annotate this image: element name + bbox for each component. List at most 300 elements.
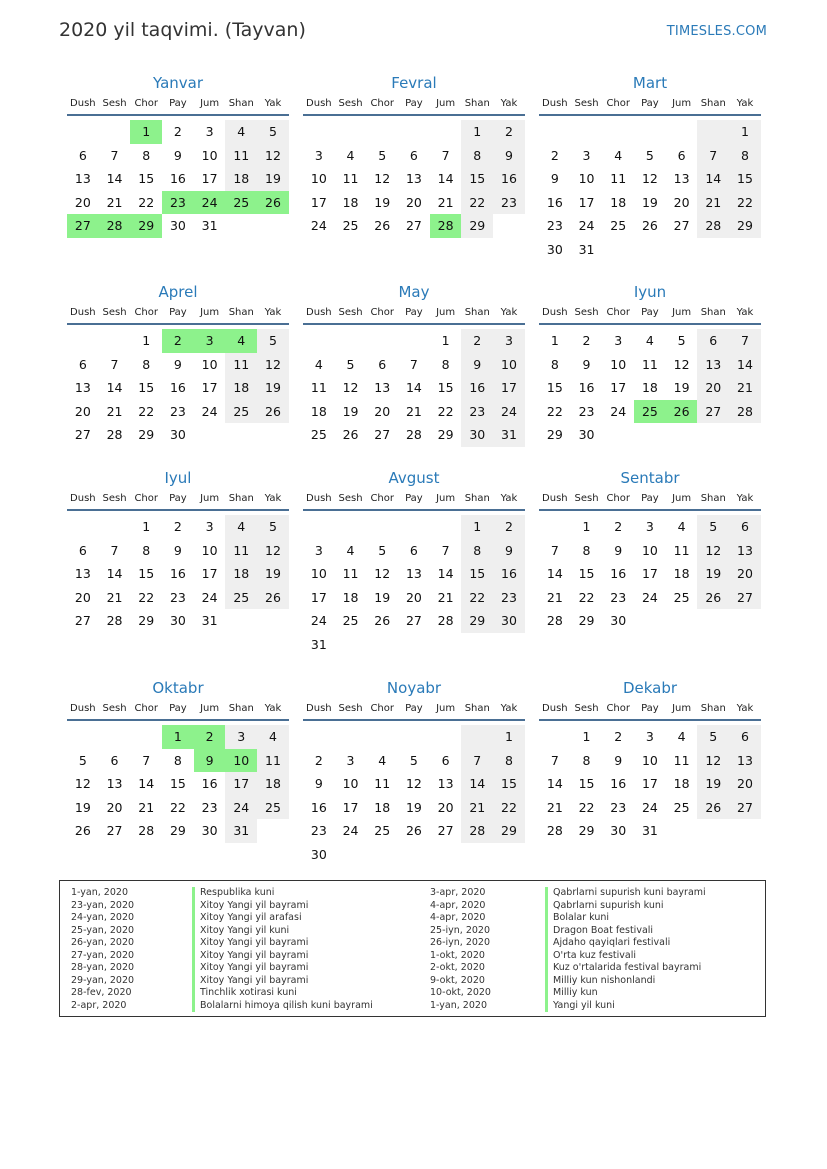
weekday-label: Yak — [264, 703, 282, 714]
day-cell: 20 — [729, 772, 761, 796]
day-cell: 11 — [342, 171, 359, 187]
day-cell: 17 — [641, 776, 658, 792]
day-cell: 23 — [493, 586, 525, 610]
day-cell: 26 — [257, 191, 289, 215]
day-cell: 14 — [106, 171, 123, 187]
day-cell: 14 — [461, 772, 493, 796]
holiday-name: Xitoy Yangi yil bayrami — [192, 900, 373, 913]
day-cell: 7 — [550, 542, 559, 558]
empty-cell — [666, 238, 698, 262]
holiday-name: Qabrlarni supurish kuni bayrami — [545, 887, 706, 900]
empty-cell — [430, 725, 462, 749]
week-row — [67, 167, 289, 191]
day-cell: 1 — [461, 515, 493, 539]
empty-cell — [666, 609, 698, 633]
holiday-name: Ajdaho qayiqlari festivali — [545, 937, 706, 950]
week-row — [303, 144, 525, 168]
day-cell: 31 — [641, 823, 658, 839]
day-cell: 5 — [697, 725, 729, 749]
empty-cell — [697, 238, 729, 262]
day-cell: 8 — [582, 542, 591, 558]
day-cell: 18 — [610, 194, 627, 210]
day-cell: 14 — [729, 353, 761, 377]
empty-cell — [398, 725, 430, 749]
day-cell: 12 — [374, 171, 391, 187]
day-cell: 5 — [257, 329, 289, 353]
week-row — [67, 749, 289, 773]
day-cell: 25 — [225, 586, 257, 610]
day-cell: 2 — [162, 329, 194, 353]
day-cell: 28 — [99, 214, 131, 238]
day-cell: 16 — [493, 562, 525, 586]
day-cell: 13 — [74, 171, 91, 187]
day-cell: 12 — [374, 566, 391, 582]
month-noyabr — [303, 677, 525, 867]
empty-cell — [602, 120, 634, 144]
day-cell: 3 — [314, 147, 323, 163]
empty-cell — [303, 329, 335, 353]
day-cell: 12 — [673, 356, 690, 372]
day-cell: 1 — [461, 120, 493, 144]
day-cell: 5 — [378, 542, 387, 558]
day-cell: 1 — [142, 519, 151, 534]
empty-cell — [634, 238, 666, 262]
day-cell: 8 — [550, 356, 559, 372]
week-row — [67, 376, 289, 400]
month-iyun — [539, 281, 761, 447]
day-cell: 6 — [409, 542, 418, 558]
empty-cell — [666, 120, 698, 144]
day-cell: 23 — [610, 799, 627, 815]
day-cell: 22 — [493, 796, 525, 820]
month-name: Mart — [632, 74, 668, 92]
day-cell: 20 — [74, 194, 91, 210]
weekday-label: Sesh — [102, 307, 127, 318]
day-cell: 24 — [310, 218, 327, 234]
day-cell: 6 — [729, 515, 761, 539]
holiday-date: 1-yan, 2020 — [430, 999, 487, 1011]
empty-cell — [225, 214, 257, 238]
empty-cell — [366, 515, 398, 539]
weekday-label: Chor — [606, 493, 630, 504]
site-link[interactable]: TIMESLES.COM — [666, 24, 767, 39]
day-cell: 29 — [578, 823, 595, 839]
day-cell: 30 — [610, 613, 627, 629]
weekday-label: Sesh — [102, 703, 127, 714]
day-cell: 23 — [546, 218, 563, 234]
day-cell: 11 — [641, 356, 658, 372]
page-title: 2020 yil taqvimi. (Tayvan) — [59, 19, 306, 41]
day-cell: 1 — [582, 729, 591, 744]
empty-cell — [634, 120, 666, 144]
day-cell: 15 — [138, 380, 155, 396]
day-cell: 18 — [673, 566, 690, 582]
weekday-label: Chor — [606, 703, 630, 714]
day-cell: 9 — [582, 356, 591, 372]
holiday-date: 28-yan, 2020 — [71, 962, 135, 973]
day-cell: 31 — [201, 218, 218, 234]
empty-cell — [729, 609, 761, 633]
week-row — [303, 353, 525, 377]
holiday-list — [59, 880, 766, 1017]
week-row — [67, 772, 289, 796]
weekday-label: Dush — [70, 307, 96, 318]
weekday-label: Yak — [500, 703, 518, 714]
day-cell: 29 — [546, 427, 563, 443]
day-cell: 4 — [225, 329, 257, 353]
day-cell: 25 — [610, 218, 627, 234]
empty-cell — [666, 423, 698, 447]
day-cell: 21 — [729, 376, 761, 400]
day-cell: 4 — [346, 542, 355, 558]
empty-cell — [493, 843, 525, 867]
day-cell: 11 — [257, 749, 289, 773]
day-cell: 1 — [162, 725, 194, 749]
day-cell: 14 — [106, 380, 123, 396]
month-name: Dekabr — [622, 679, 678, 697]
day-cell: 20 — [673, 194, 690, 210]
day-cell: 24 — [201, 403, 218, 419]
empty-cell — [67, 329, 99, 353]
empty-cell — [430, 515, 462, 539]
day-cell: 29 — [130, 214, 162, 238]
weekday-label: Chor — [134, 493, 158, 504]
day-cell: 12 — [697, 749, 729, 773]
day-cell: 16 — [610, 566, 627, 582]
day-cell: 27 — [729, 796, 761, 820]
empty-cell — [303, 725, 335, 749]
day-cell: 1 — [142, 333, 151, 348]
weekday-header — [539, 303, 761, 325]
day-cell: 12 — [342, 380, 359, 396]
empty-cell — [366, 329, 398, 353]
day-cell: 7 — [409, 356, 418, 372]
day-cell: 1 — [729, 120, 761, 144]
week-row — [303, 167, 525, 191]
day-cell: 28 — [729, 400, 761, 424]
day-cell: 23 — [169, 589, 186, 605]
day-cell: 19 — [74, 799, 91, 815]
day-cell: 3 — [225, 725, 257, 749]
week-row — [67, 819, 289, 843]
holiday-date: 10-okt, 2020 — [430, 987, 491, 998]
day-cell: 2 — [461, 329, 493, 353]
month-name: Iyul — [164, 469, 192, 487]
weekday-label: Jum — [672, 493, 692, 504]
weekday-label: Sesh — [102, 98, 127, 109]
month-sentabr — [539, 467, 761, 633]
weekday-label: Jum — [436, 493, 456, 504]
week-row — [303, 609, 525, 633]
day-cell: 12 — [74, 776, 91, 792]
day-cell: 27 — [106, 823, 123, 839]
month-name: Oktabr — [152, 679, 204, 697]
day-cell: 25 — [374, 823, 391, 839]
weekday-label: Chor — [370, 703, 394, 714]
day-cell: 19 — [697, 772, 729, 796]
day-cell: 15 — [461, 562, 493, 586]
day-cell: 20 — [405, 194, 422, 210]
day-cell: 5 — [257, 515, 289, 539]
day-cell: 27 — [405, 613, 422, 629]
holiday-name: Xitoy Yangi yil bayrami — [192, 975, 373, 988]
day-cell: 12 — [257, 144, 289, 168]
weekday-label: Jum — [200, 703, 220, 714]
day-cell: 29 — [461, 609, 493, 633]
day-cell: 9 — [614, 542, 623, 558]
day-cell: 18 — [225, 167, 257, 191]
day-cell: 3 — [205, 519, 214, 534]
day-cell: 23 — [169, 403, 186, 419]
empty-cell — [335, 329, 367, 353]
day-cell: 2 — [550, 147, 559, 163]
week-row — [303, 633, 525, 657]
day-cell: 6 — [409, 147, 418, 163]
empty-cell — [430, 633, 462, 657]
holiday-date: 26-yan, 2020 — [71, 937, 135, 948]
month-name: Iyun — [633, 283, 667, 301]
day-cell: 14 — [697, 167, 729, 191]
day-cell: 3 — [645, 519, 654, 534]
day-cell: 11 — [610, 171, 627, 187]
empty-cell — [335, 843, 367, 867]
holiday-dates-column — [71, 887, 134, 1012]
weekday-label: Sesh — [338, 703, 363, 714]
holiday-date: 3-apr, 2020 — [430, 887, 486, 898]
day-cell: 18 — [257, 772, 289, 796]
weekday-header — [303, 94, 525, 116]
day-cell: 21 — [546, 589, 563, 605]
empty-cell — [303, 515, 335, 539]
weekday-label: Jum — [436, 703, 456, 714]
day-cell: 23 — [610, 589, 627, 605]
day-cell: 1 — [130, 120, 162, 144]
day-cell: 13 — [729, 749, 761, 773]
empty-cell — [67, 515, 99, 539]
week-row — [303, 772, 525, 796]
day-cell: 20 — [405, 589, 422, 605]
day-cell: 20 — [374, 403, 391, 419]
weekday-header — [67, 303, 289, 325]
day-cell: 11 — [310, 380, 327, 396]
empty-cell — [257, 609, 289, 633]
day-cell: 25 — [310, 427, 327, 443]
day-cell: 17 — [578, 194, 595, 210]
day-cell: 3 — [645, 729, 654, 744]
month-yanvar — [67, 72, 289, 238]
day-cell: 16 — [201, 776, 218, 792]
empty-cell — [461, 843, 493, 867]
weekday-label: Sesh — [574, 98, 599, 109]
day-cell: 9 — [461, 353, 493, 377]
day-cell: 24 — [194, 191, 226, 215]
day-cell: 1 — [441, 333, 450, 348]
day-cell: 14 — [138, 776, 155, 792]
day-cell: 8 — [582, 752, 591, 768]
day-cell: 4 — [225, 515, 257, 539]
day-cell: 9 — [614, 752, 623, 768]
week-row — [303, 843, 525, 867]
day-cell: 12 — [257, 539, 289, 563]
day-cell: 15 — [461, 167, 493, 191]
week-row — [303, 819, 525, 843]
day-cell: 30 — [169, 613, 186, 629]
day-cell: 29 — [729, 214, 761, 238]
weekday-label: Sesh — [338, 307, 363, 318]
weekday-label: Dush — [542, 98, 568, 109]
week-row — [539, 725, 761, 749]
month-name: May — [398, 283, 430, 301]
weekday-label: Yak — [736, 703, 754, 714]
day-cell: 30 — [201, 823, 218, 839]
day-cell: 14 — [106, 566, 123, 582]
weekday-label: Jum — [436, 307, 456, 318]
day-cell: 4 — [614, 147, 623, 163]
day-cell: 8 — [142, 147, 151, 163]
day-cell: 20 — [74, 403, 91, 419]
week-row — [539, 144, 761, 168]
day-cell: 19 — [673, 380, 690, 396]
day-cell: 26 — [74, 823, 91, 839]
day-cell: 22 — [461, 586, 493, 610]
day-cell: 7 — [729, 329, 761, 353]
empty-cell — [335, 633, 367, 657]
week-row — [303, 423, 525, 447]
day-cell: 26 — [257, 400, 289, 424]
weekday-label: Dush — [306, 98, 332, 109]
day-cell: 5 — [257, 120, 289, 144]
day-cell: 6 — [110, 752, 119, 768]
day-cell: 30 — [169, 427, 186, 443]
day-cell: 1 — [493, 725, 525, 749]
day-cell: 3 — [314, 542, 323, 558]
empty-cell — [335, 120, 367, 144]
day-cell: 9 — [493, 539, 525, 563]
day-cell: 24 — [310, 613, 327, 629]
day-cell: 2 — [582, 333, 591, 348]
day-cell: 28 — [106, 427, 123, 443]
weekday-label: Yak — [736, 98, 754, 109]
day-cell: 15 — [138, 566, 155, 582]
day-cell: 3 — [582, 147, 591, 163]
day-cell: 9 — [173, 542, 182, 558]
week-row — [303, 586, 525, 610]
weekday-label: Dush — [306, 307, 332, 318]
day-cell: 26 — [697, 796, 729, 820]
weekday-label: Dush — [70, 703, 96, 714]
day-cell: 1 — [582, 519, 591, 534]
weekday-label: Jum — [672, 307, 692, 318]
day-cell: 7 — [110, 356, 119, 372]
day-cell: 15 — [578, 566, 595, 582]
week-row — [67, 539, 289, 563]
day-cell: 3 — [205, 124, 214, 139]
day-cell: 4 — [677, 729, 686, 744]
day-cell: 9 — [173, 147, 182, 163]
day-cell: 27 — [74, 613, 91, 629]
holiday-name: Bolalar kuni — [545, 912, 706, 925]
empty-cell — [697, 609, 729, 633]
day-cell: 11 — [342, 566, 359, 582]
weekday-label: Yak — [500, 493, 518, 504]
day-cell: 7 — [110, 542, 119, 558]
day-cell: 15 — [546, 380, 563, 396]
week-row — [303, 120, 525, 144]
week-row — [539, 539, 761, 563]
day-cell: 6 — [677, 147, 686, 163]
day-cell: 5 — [697, 515, 729, 539]
day-cell: 5 — [409, 752, 418, 768]
weekday-label: Pay — [641, 493, 659, 504]
day-cell: 22 — [461, 191, 493, 215]
day-cell: 26 — [374, 218, 391, 234]
day-cell: 19 — [374, 194, 391, 210]
day-cell: 16 — [493, 167, 525, 191]
weekday-label: Dush — [306, 493, 332, 504]
empty-cell — [130, 725, 162, 749]
holiday-name: Qabrlarni supurish kuni — [545, 900, 706, 913]
weekday-label: Sesh — [574, 493, 599, 504]
weekday-label: Shan — [228, 98, 254, 109]
day-cell: 7 — [697, 144, 729, 168]
day-cell: 8 — [142, 356, 151, 372]
day-cell: 7 — [441, 542, 450, 558]
day-cell: 18 — [342, 589, 359, 605]
day-cell: 10 — [493, 353, 525, 377]
day-cell: 27 — [729, 586, 761, 610]
day-cell: 14 — [546, 776, 563, 792]
day-cell: 16 — [461, 376, 493, 400]
month-dekabr — [539, 677, 761, 843]
holiday-names-column — [192, 887, 373, 1012]
empty-cell — [99, 515, 131, 539]
empty-cell — [539, 120, 571, 144]
weekday-header — [303, 489, 525, 511]
week-row — [303, 725, 525, 749]
day-cell: 31 — [225, 819, 257, 843]
day-cell: 23 — [578, 403, 595, 419]
weekday-label: Jum — [200, 98, 220, 109]
weekday-label: Jum — [672, 703, 692, 714]
weekday-header — [67, 699, 289, 721]
day-cell: 16 — [169, 171, 186, 187]
empty-cell — [398, 120, 430, 144]
weekday-label: Pay — [169, 493, 187, 504]
week-row — [303, 191, 525, 215]
day-cell: 28 — [106, 613, 123, 629]
day-cell: 22 — [578, 589, 595, 605]
day-cell: 6 — [78, 147, 87, 163]
day-cell: 21 — [106, 403, 123, 419]
day-cell: 25 — [673, 799, 690, 815]
empty-cell — [398, 843, 430, 867]
day-cell: 6 — [729, 725, 761, 749]
month-name: Yanvar — [152, 74, 204, 92]
empty-cell — [461, 725, 493, 749]
day-cell: 9 — [314, 776, 323, 792]
empty-cell — [461, 633, 493, 657]
day-cell: 13 — [697, 353, 729, 377]
day-cell: 30 — [610, 823, 627, 839]
weekday-label: Dush — [542, 307, 568, 318]
weekday-label: Chor — [606, 307, 630, 318]
weekday-label: Sesh — [338, 98, 363, 109]
weekday-label: Pay — [169, 307, 187, 318]
day-cell: 2 — [173, 519, 182, 534]
day-cell: 19 — [257, 562, 289, 586]
month-may — [303, 281, 525, 447]
day-cell: 16 — [169, 566, 186, 582]
